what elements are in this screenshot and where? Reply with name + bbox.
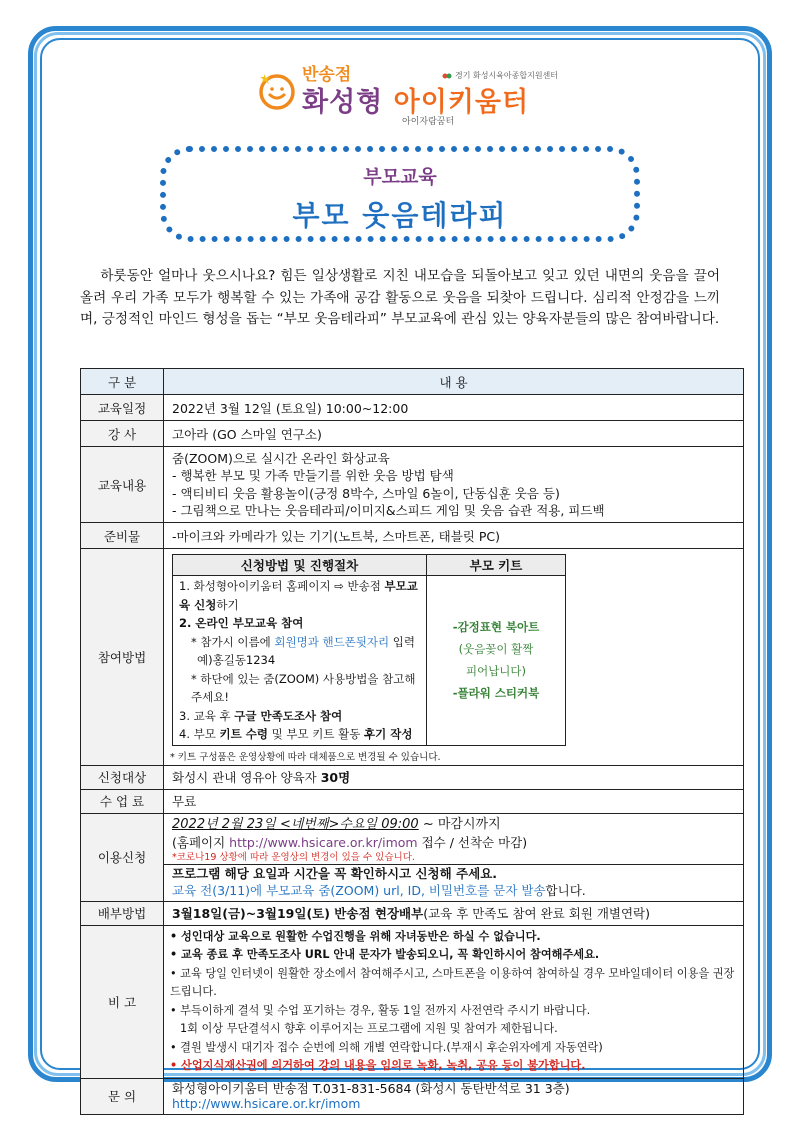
distribution-label: 배부방법 bbox=[81, 901, 164, 925]
apply-check: 프로그램 해당 요일과 시간을 꼭 확인하시고 신청해 주세요. bbox=[164, 864, 743, 882]
step-2-note-2: * 하단에 있는 줌(ZOOM) 사용방법을 참고해주세요! bbox=[191, 671, 416, 704]
table-row-lecturer bbox=[81, 421, 744, 447]
page-title: 부모 웃음테라피 bbox=[292, 199, 508, 232]
step-3: 3. 교육 후 구글 만족도조사 참여 bbox=[179, 708, 343, 723]
remarks-label: 비 고 bbox=[81, 925, 164, 1078]
title-category: 부모교육 bbox=[363, 166, 437, 188]
prep-label: 준비물 bbox=[81, 523, 164, 549]
center-mark-icon bbox=[442, 72, 452, 80]
center-name bbox=[442, 70, 558, 81]
center-name-text: 경기 화성시육아종합지원센터 bbox=[455, 71, 559, 80]
remark-item: • 결원 발생시 대기자 접수 순번에 의해 개별 연락합니다.(부재시 후순위자에게 자동연락) bbox=[170, 1040, 603, 1054]
covid-note: *코로나19 상황에 따라 운영상의 변경이 있을 수 있습니다. bbox=[172, 851, 415, 863]
info-table bbox=[80, 368, 744, 1115]
contact-value bbox=[164, 1078, 744, 1114]
remark-item: • 교육 종료 후 만족도조사 URL 안내 문자가 발송되오니, 꼭 확인하시어 참여해주세요. bbox=[170, 948, 600, 961]
logo-tagline: 아이자람꿈터 bbox=[402, 117, 455, 127]
target-value: 화성시 관내 영유아 양육자 30명 bbox=[164, 765, 744, 789]
table-row-distribution bbox=[81, 901, 744, 925]
table-row-participation bbox=[81, 549, 744, 766]
table-row-contact bbox=[81, 1078, 744, 1114]
kit-item: -감정표현 북아트 bbox=[452, 620, 540, 635]
remark-item: 1회 이상 무단결석시 향후 이루어지는 프로그램에 지원 및 참여가 제한됩니다. bbox=[180, 1022, 558, 1035]
table-row-target bbox=[81, 765, 744, 789]
center-logo bbox=[252, 58, 559, 138]
title-box bbox=[160, 146, 640, 242]
apply-sms: 교육 전(3/11)에 부모교육 줌(ZOOM) url, ID, 비밀번호를 문자 발송합니다. bbox=[172, 882, 586, 898]
content-line: - 그림책으로 만나는 웃음테라피/이미지&스피드 게임 및 웃음 습관 적용, 피드백 bbox=[172, 503, 605, 518]
lecturer-label: 강 사 bbox=[81, 421, 164, 447]
target-label: 신청대상 bbox=[81, 765, 164, 789]
procedure-steps bbox=[173, 576, 427, 746]
procedure-header: 신청방법 및 진행절차 bbox=[173, 555, 427, 576]
contact-info: 화성형아이키움터 반송점 T.031-831-5684 (화성시 동탄반석로 31 3층) bbox=[172, 1081, 570, 1096]
participation-value bbox=[164, 549, 744, 766]
kit-item-note: 피어납니다) bbox=[465, 664, 527, 679]
header-label: 구 분 bbox=[81, 369, 164, 395]
step-2-example: 예)홍길동1234 bbox=[197, 653, 276, 667]
remark-item: • 교육 당일 인터넷이 원활한 장소에서 참여해주시고, 스마트폰을 이용하여 참여하실 경우 모바일데이터 이용을 권장드립니다. bbox=[170, 966, 735, 998]
date-label: 교육일정 bbox=[81, 395, 164, 421]
apply-value bbox=[164, 813, 744, 901]
logo-branch: 반송점 bbox=[302, 65, 352, 85]
kit-contents bbox=[427, 576, 566, 746]
contact-label: 문 의 bbox=[81, 1078, 164, 1114]
kit-note: * 키트 구성품은 운영상황에 따라 대체품으로 변경될 수 있습니다. bbox=[170, 751, 441, 763]
table-row-content bbox=[81, 447, 744, 523]
table-row-apply bbox=[81, 813, 744, 901]
content-line: 줌(ZOOM)으로 실시간 온라인 화상교육 bbox=[172, 450, 390, 466]
apply-label: 이용신청 bbox=[81, 813, 164, 901]
apply-homepage: (홈페이지 http://www.hsicare.or.kr/imom 접수 / 선착순 마감) bbox=[172, 834, 528, 850]
contact-link[interactable]: http://www.hsicare.or.kr/imom bbox=[172, 1096, 361, 1111]
remark-item: • 성인대상 교육으로 원활한 수업진행을 위해 자녀동반은 하실 수 없습니다. bbox=[170, 929, 541, 943]
participation-label: 참여방법 bbox=[81, 549, 164, 766]
step-1: 1. 화성형아이키움터 홈페이지 ⇨ 반송점 부모교육 신청하기 bbox=[179, 579, 418, 612]
lecturer-value: 고아라 (GO 스마일 연구소) bbox=[164, 421, 744, 447]
remark-item: • 부득이하게 결석 및 수업 포기하는 경우, 활동 1일 전까지 사전연락 주시기 바랍니다. bbox=[170, 1003, 591, 1017]
table-row-fee bbox=[81, 789, 744, 813]
smiley-face-icon bbox=[256, 68, 298, 110]
kit-item: -플라워 스티커북 bbox=[452, 686, 540, 701]
kit-header: 부모 키트 bbox=[427, 555, 566, 576]
content-value bbox=[164, 447, 744, 523]
content-label: 교육내용 bbox=[81, 447, 164, 523]
date-value: 2022년 3월 12일 (토요일) 10:00~12:00 bbox=[164, 395, 744, 421]
step-2-note: * 참가시 이름에 회원명과 핸드폰뒷자리 입력 bbox=[191, 634, 415, 649]
logo-name-part-2: 아이키움터 bbox=[393, 87, 530, 118]
remark-item-warning: • 산업지식재산권에 의거하여 강의 내용을 임의로 녹화, 녹취, 공유 등이 불가합니다. bbox=[170, 1059, 586, 1072]
logo-name-part-1: 화성형 bbox=[302, 87, 394, 118]
table-row-prep bbox=[81, 523, 744, 549]
intro-paragraph: 하룻동안 얼마나 웃으시나요? 힘든 일상생활로 지친 내모습을 되돌아보고 잊고 있던 내면의 웃음을 끌어올려 우리 가족 모두가 행복할 수 있는 가족애 공감 활동으로 웃음을 되찾아 드립니다. 심리적 안정감을 느끼며, 긍정적인 마인드 형성을 돕는 “부모 웃음테라피” 부모교육에 관심 있는 양육자분들의 많은 참여바랍니다. bbox=[80, 268, 720, 327]
kit-item-note: (웃음꽃이 활짝 bbox=[458, 642, 534, 657]
table-header-row bbox=[81, 369, 744, 395]
step-4: 4. 부모 키트 수령 및 부모 키트 활동 후기 작성 bbox=[179, 727, 413, 741]
apply-deadline: 2022년 2월 23일 <네번째>수요일 09:00 ~ 마감시까지 bbox=[172, 816, 501, 832]
table-row-remarks bbox=[81, 925, 744, 1078]
remarks-value bbox=[164, 925, 744, 1078]
prep-value: -마이크와 카메라가 있는 기기(노트북, 스마트폰, 태블릿 PC) bbox=[164, 523, 744, 549]
fee-label: 수 업 료 bbox=[81, 789, 164, 813]
homepage-link[interactable]: http://www.hsicare.or.kr/imom bbox=[229, 834, 418, 850]
fee-value: 무료 bbox=[164, 789, 744, 813]
step-2: 2. 온라인 부모교육 참여 bbox=[179, 616, 304, 630]
distribution-value: 3월18일(금)~3월19일(토) 반송점 현장배부(교육 후 만족도 참여 완료 회원 개별연락) bbox=[164, 901, 744, 925]
table-row-date bbox=[81, 395, 744, 421]
content-line: - 행복한 부모 및 가족 만들기를 위한 웃음 방법 탐색 bbox=[172, 468, 454, 483]
header-content: 내 용 bbox=[164, 369, 744, 395]
procedure-table bbox=[172, 554, 566, 746]
content-line: - 액티비티 웃음 활용놀이(긍정 8박수, 스마일 6놀이, 단동십훈 웃음 등) bbox=[172, 485, 560, 501]
